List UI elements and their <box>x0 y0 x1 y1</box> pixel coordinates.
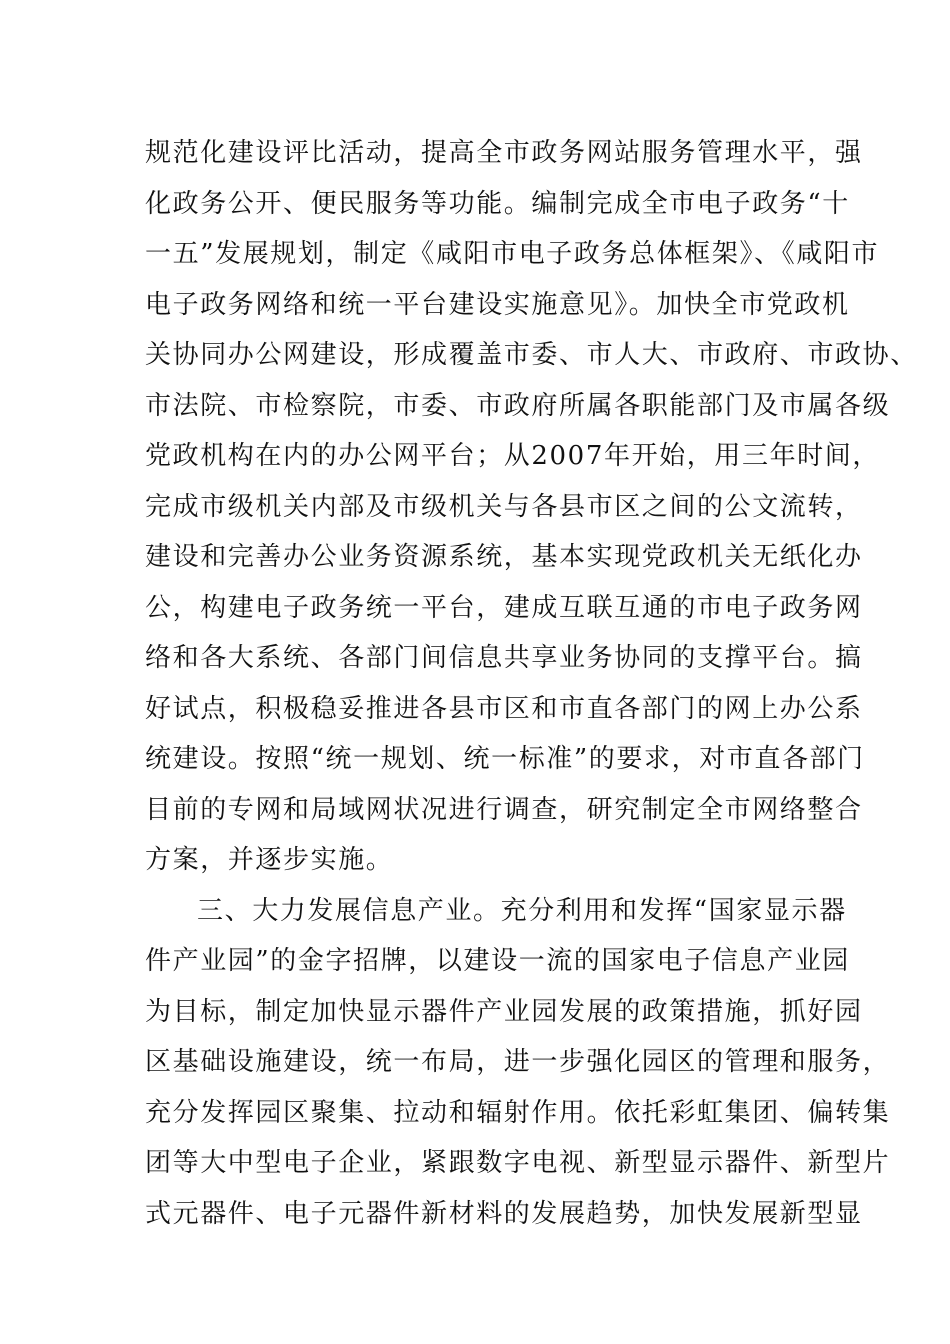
text-line: 党政机构在内的办公网平台；从2007年开始，用三年时间， <box>145 441 880 471</box>
text-line: 完成市级机关内部及市级机关与各县市区之间的公文流转， <box>145 491 863 522</box>
text-line: 充分发挥园区聚集、拉动和辐射作用。依托彩虹集团、偏转集 <box>145 1097 891 1128</box>
text-line: 件产业园”的金字招牌，以建设一流的国家电子信息产业园 <box>145 946 850 976</box>
text-line: 统建设。按照“统一规划、统一标准”的要求，对市直各部门 <box>145 744 865 774</box>
text-line: 式元器件、电子元器件新材料的发展趋势，加快发展新型显 <box>145 1198 863 1229</box>
text-line: 市法院、市检察院，市委、市政府所属各职能部门及市属各级 <box>145 390 891 421</box>
body-text <box>145 128 918 1239</box>
text-line: 好试点，积极稳妥推进各县市区和市直各部门的网上办公系 <box>145 693 863 724</box>
text-line: 目前的专网和局域网状况进行调查，研究制定全市网络整合 <box>145 794 863 825</box>
text-line: 建设和完善办公业务资源系统，基本实现党政机关无纸化办 <box>145 542 863 572</box>
text-line: 络和各大系统、各部门间信息共享业务协同的支撑平台。搞 <box>145 643 863 673</box>
text-line: 公，构建电子政务统一平台，建成互联互通的市电子政务网 <box>145 592 863 623</box>
paragraph-end-line: 方案，并逐步实施。 <box>145 845 394 875</box>
paragraph-start-line: 三、大力发展信息产业。充分利用和发挥“国家显示器 <box>197 895 847 926</box>
text-line: 关协同办公网建设，形成覆盖市委、市人大、市政府、市政协、 <box>145 340 918 370</box>
text-line: 区基础设施建设，统一布局，进一步强化园区的管理和服务， <box>145 1047 891 1077</box>
text-line: 化政务公开、便民服务等功能。编制完成全市电子政务“十 <box>145 188 850 219</box>
text-line: 一五”发展规划，制定《咸阳市电子政务总体框架》、《咸阳市 <box>145 239 880 269</box>
text-line: 团等大中型电子企业，紧跟数字电视、新型显示器件、新型片 <box>145 1148 891 1178</box>
text-line: 规范化建设评比活动，提高全市政务网站服务管理水平，强 <box>145 138 863 168</box>
text-line: 电子政务网络和统一平台建设实施意见》。加快全市党政机 <box>145 289 850 320</box>
text-line: 为目标，制定加快显示器件产业园发展的政策措施，抓好园 <box>145 996 863 1027</box>
